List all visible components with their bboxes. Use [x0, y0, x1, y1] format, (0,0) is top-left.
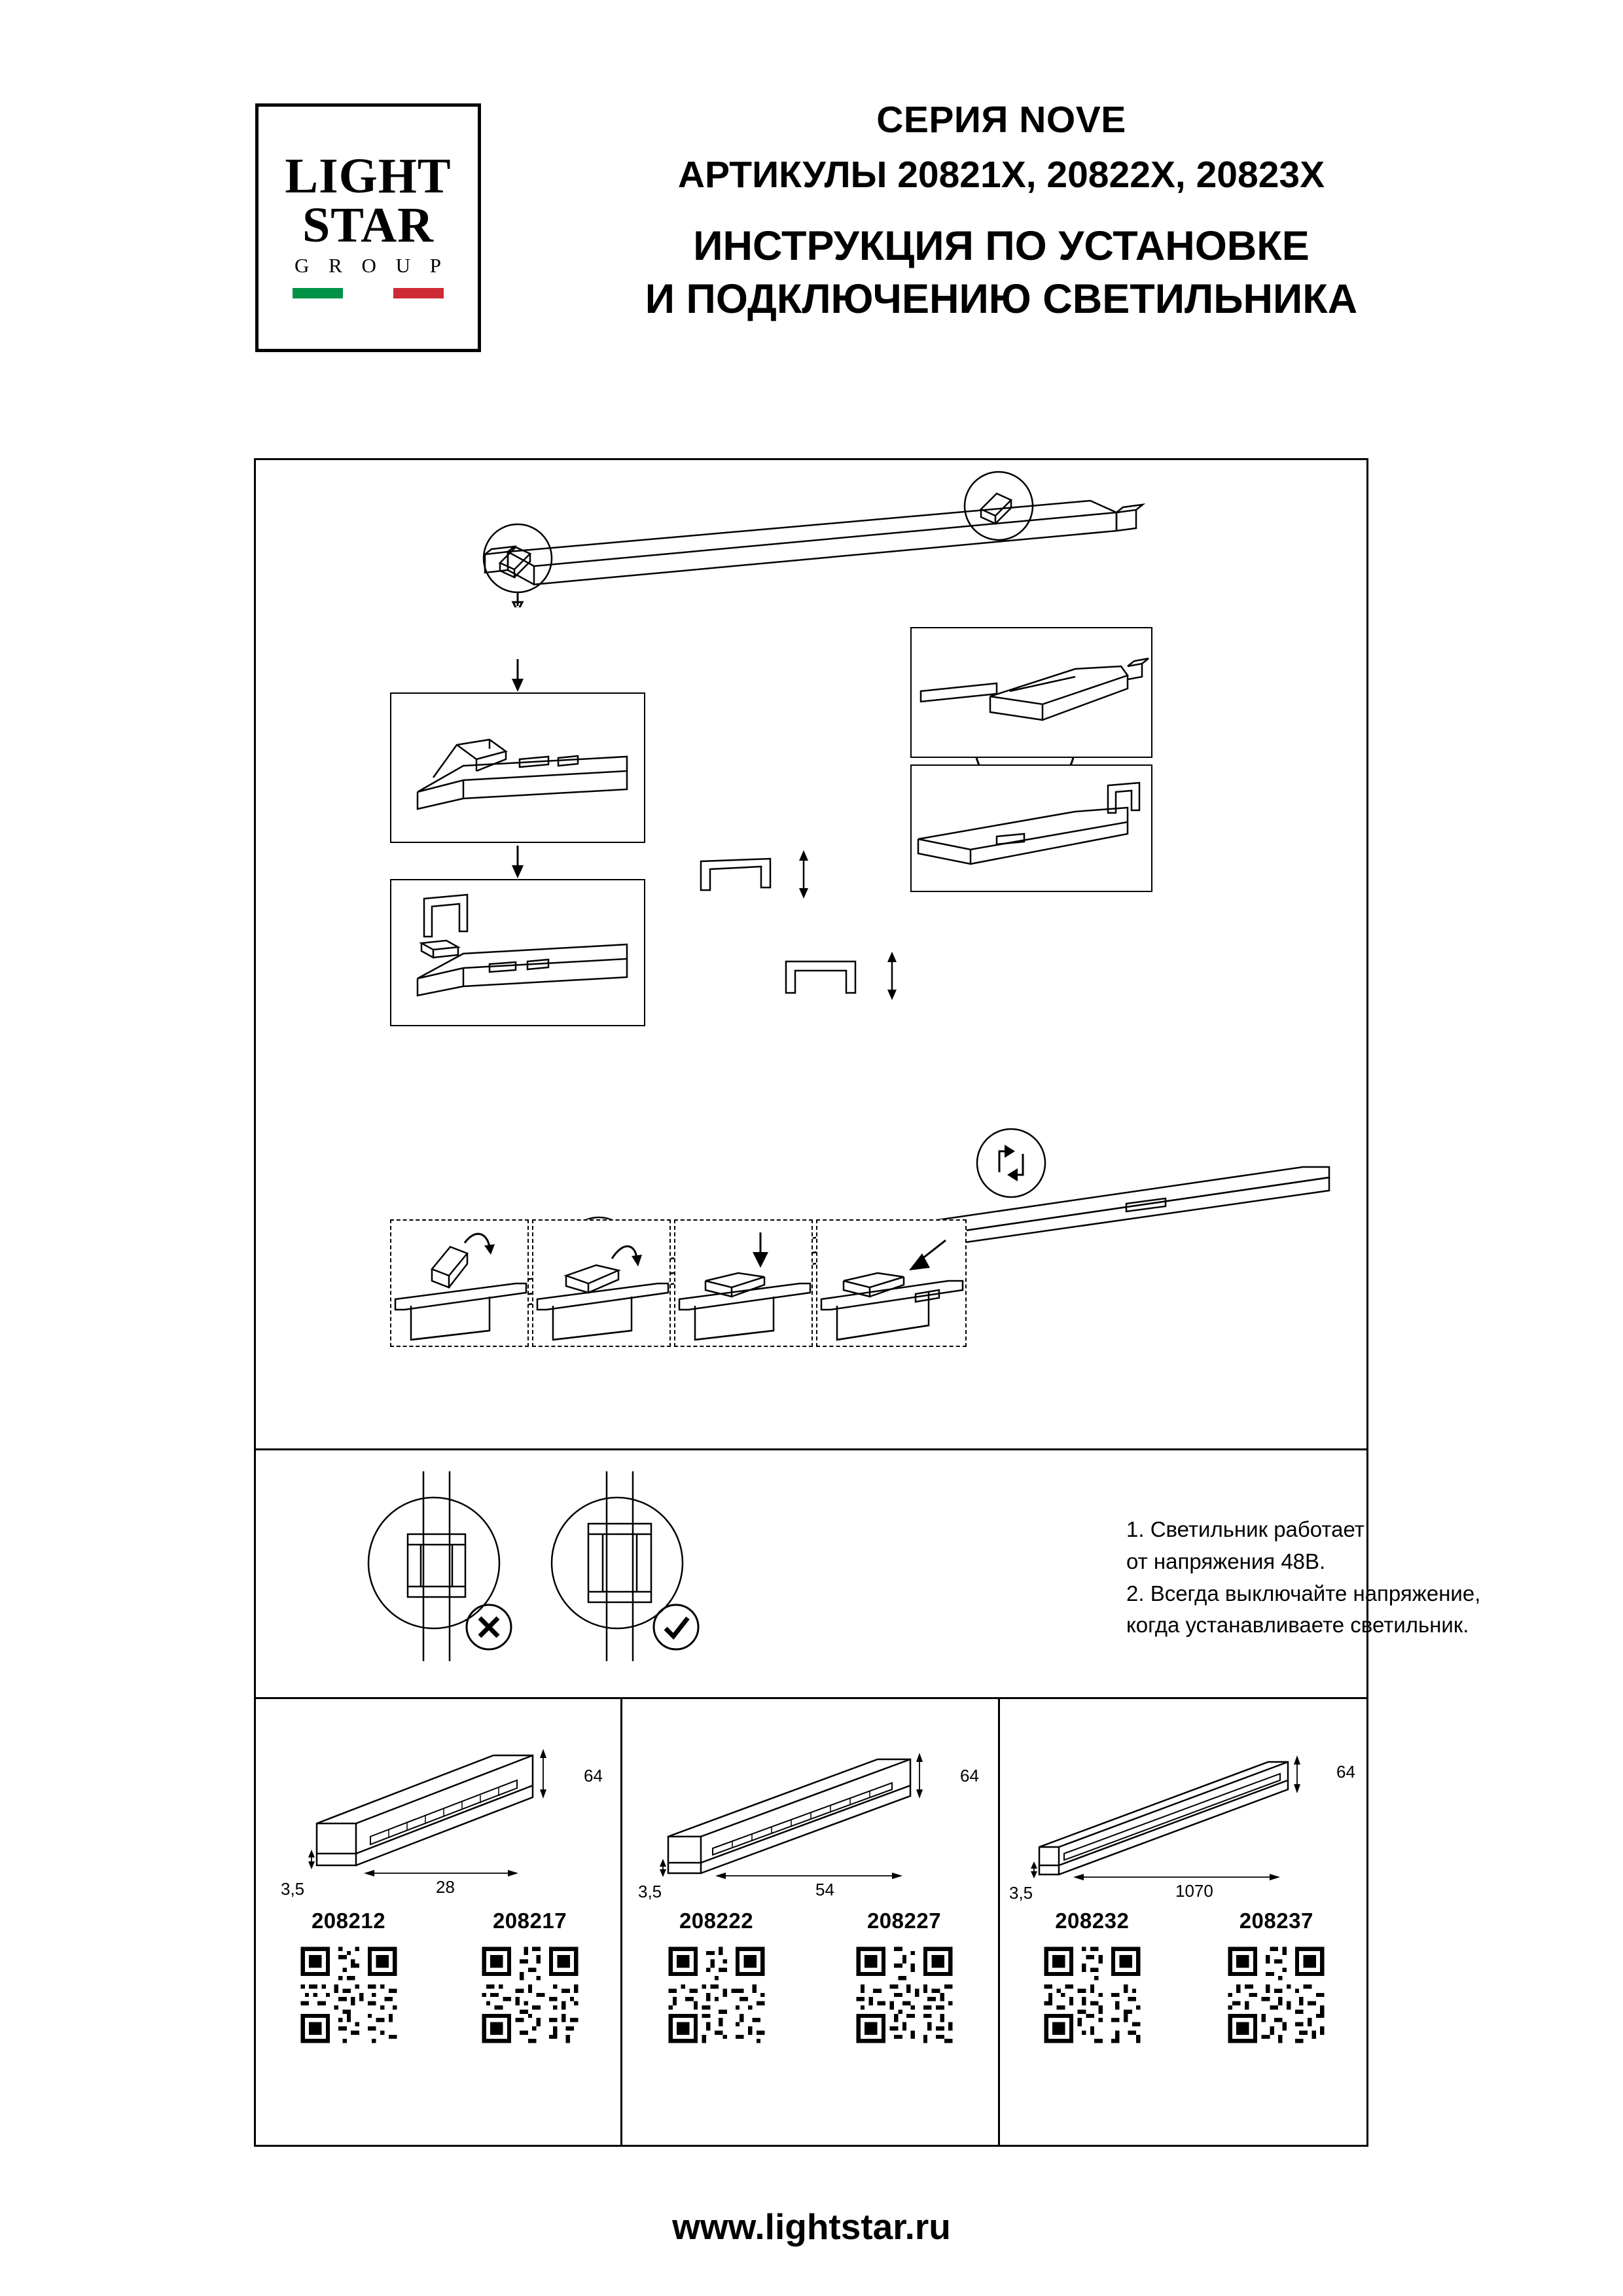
dim-length-28: 28 — [436, 1877, 455, 1897]
page-header — [0, 0, 1623, 393]
arrow-down-1-icon — [505, 656, 531, 696]
step-panel-2 — [532, 1219, 671, 1347]
brand-logo — [255, 103, 481, 352]
dim-height-54-value: 64 — [960, 1766, 979, 1785]
product-cell-28 — [258, 1699, 620, 2147]
note-line-1: 1. Светильник работает — [1126, 1517, 1364, 1541]
step-panel-1 — [390, 1219, 529, 1347]
note-line-3: 2. Всегда выключайте напряжение, — [1126, 1581, 1481, 1605]
dim-depth-28: 3,5 — [281, 1879, 305, 1899]
detail-panel-endcap-open — [390, 692, 645, 843]
product-28-codes — [258, 1909, 620, 1933]
product-code-208217: 208217 — [492, 1909, 567, 1933]
logo-text-star: STAR — [302, 198, 435, 253]
callout-latch-right-icon — [969, 1121, 1058, 1210]
arrow-down-2-icon — [505, 843, 531, 882]
qr-code-208227[interactable] — [852, 1943, 957, 2047]
instruction-title-line1: ИНСТРУКЦИЯ ПО УСТАНОВКЕ — [693, 223, 1310, 269]
series-label: СЕРИЯ NOVE — [876, 99, 1126, 141]
product-code-208227: 208227 — [866, 1909, 942, 1933]
product-cell-1070 — [1000, 1699, 1368, 2147]
profile-u-icon-1 — [688, 850, 799, 922]
dim-depth-1070: 3,5 — [1009, 1883, 1033, 1903]
callout-right-icon — [956, 470, 1041, 548]
footer-url[interactable]: www.lightstar.ru — [672, 2206, 951, 2247]
qr-code-208237[interactable] — [1224, 1943, 1329, 2047]
logo-text-light: LIGHT — [285, 148, 452, 204]
profile-u-icon-2 — [773, 951, 884, 1023]
warning-wrong-illustration — [348, 1471, 518, 1661]
qr-code-208212[interactable] — [296, 1943, 401, 2047]
product-1070-qr-codes — [1000, 1943, 1368, 2047]
safety-notes — [1126, 1514, 1584, 1641]
callout-left-icon — [475, 522, 560, 607]
product-28-qr-codes — [258, 1943, 620, 2047]
product-code-208212: 208212 — [311, 1909, 386, 1933]
logo-text-group: G R O U P — [294, 254, 449, 278]
qr-code-208222[interactable] — [664, 1943, 769, 2047]
dim-height-1070 — [1336, 1762, 1355, 1782]
qr-code-208217[interactable] — [478, 1943, 582, 2047]
product-54-qr-codes — [622, 1943, 998, 2047]
double-arrow-vertical-2-icon — [881, 948, 903, 1007]
product-1070-illustration — [1026, 1725, 1334, 1889]
articles-label: АРТИКУЛЫ 20821X, 20822X, 20823X — [677, 154, 1325, 196]
dim-height-28-value: 64 — [584, 1766, 603, 1785]
note-line-2: от напряжения 48В. — [1126, 1549, 1326, 1573]
italian-flag-icon — [293, 288, 444, 298]
dim-length-54: 54 — [815, 1880, 834, 1899]
product-1070-codes — [1000, 1909, 1368, 1933]
detail-panel-clip-right — [910, 764, 1152, 892]
instruction-title-line2: И ПОДКЛЮЧЕНИЮ СВЕТИЛЬНИКА — [645, 276, 1358, 322]
dim-height-54 — [960, 1766, 979, 1786]
product-54-codes — [622, 1909, 998, 1933]
qr-code-208232[interactable] — [1040, 1943, 1145, 2047]
title-block — [537, 98, 1466, 325]
product-cell-54 — [622, 1699, 998, 2147]
double-arrow-vertical-1-icon — [793, 846, 815, 905]
dim-depth-54: 3,5 — [638, 1882, 662, 1901]
detail-panel-clip-insert — [390, 879, 645, 1026]
product-54-illustration — [655, 1725, 956, 1889]
detail-panel-cap-right — [910, 627, 1152, 758]
dim-height-28 — [584, 1766, 603, 1786]
product-code-208237: 208237 — [1239, 1909, 1313, 1933]
product-code-208222: 208222 — [679, 1909, 754, 1933]
warning-correct-illustration — [531, 1471, 714, 1661]
step-panel-4 — [816, 1219, 967, 1347]
note-line-4: когда устанавливаете светильник. — [1126, 1613, 1469, 1638]
instruction-frame — [254, 458, 1481, 2147]
section-divider-1 — [256, 1448, 1366, 1450]
dim-height-1070-value: 64 — [1336, 1762, 1355, 1782]
dim-length-1070: 1070 — [1175, 1881, 1213, 1901]
step-panel-3 — [674, 1219, 813, 1347]
track-rail-top-illustration — [472, 486, 1166, 617]
product-28-illustration — [297, 1725, 572, 1889]
product-code-208232: 208232 — [1055, 1909, 1130, 1933]
